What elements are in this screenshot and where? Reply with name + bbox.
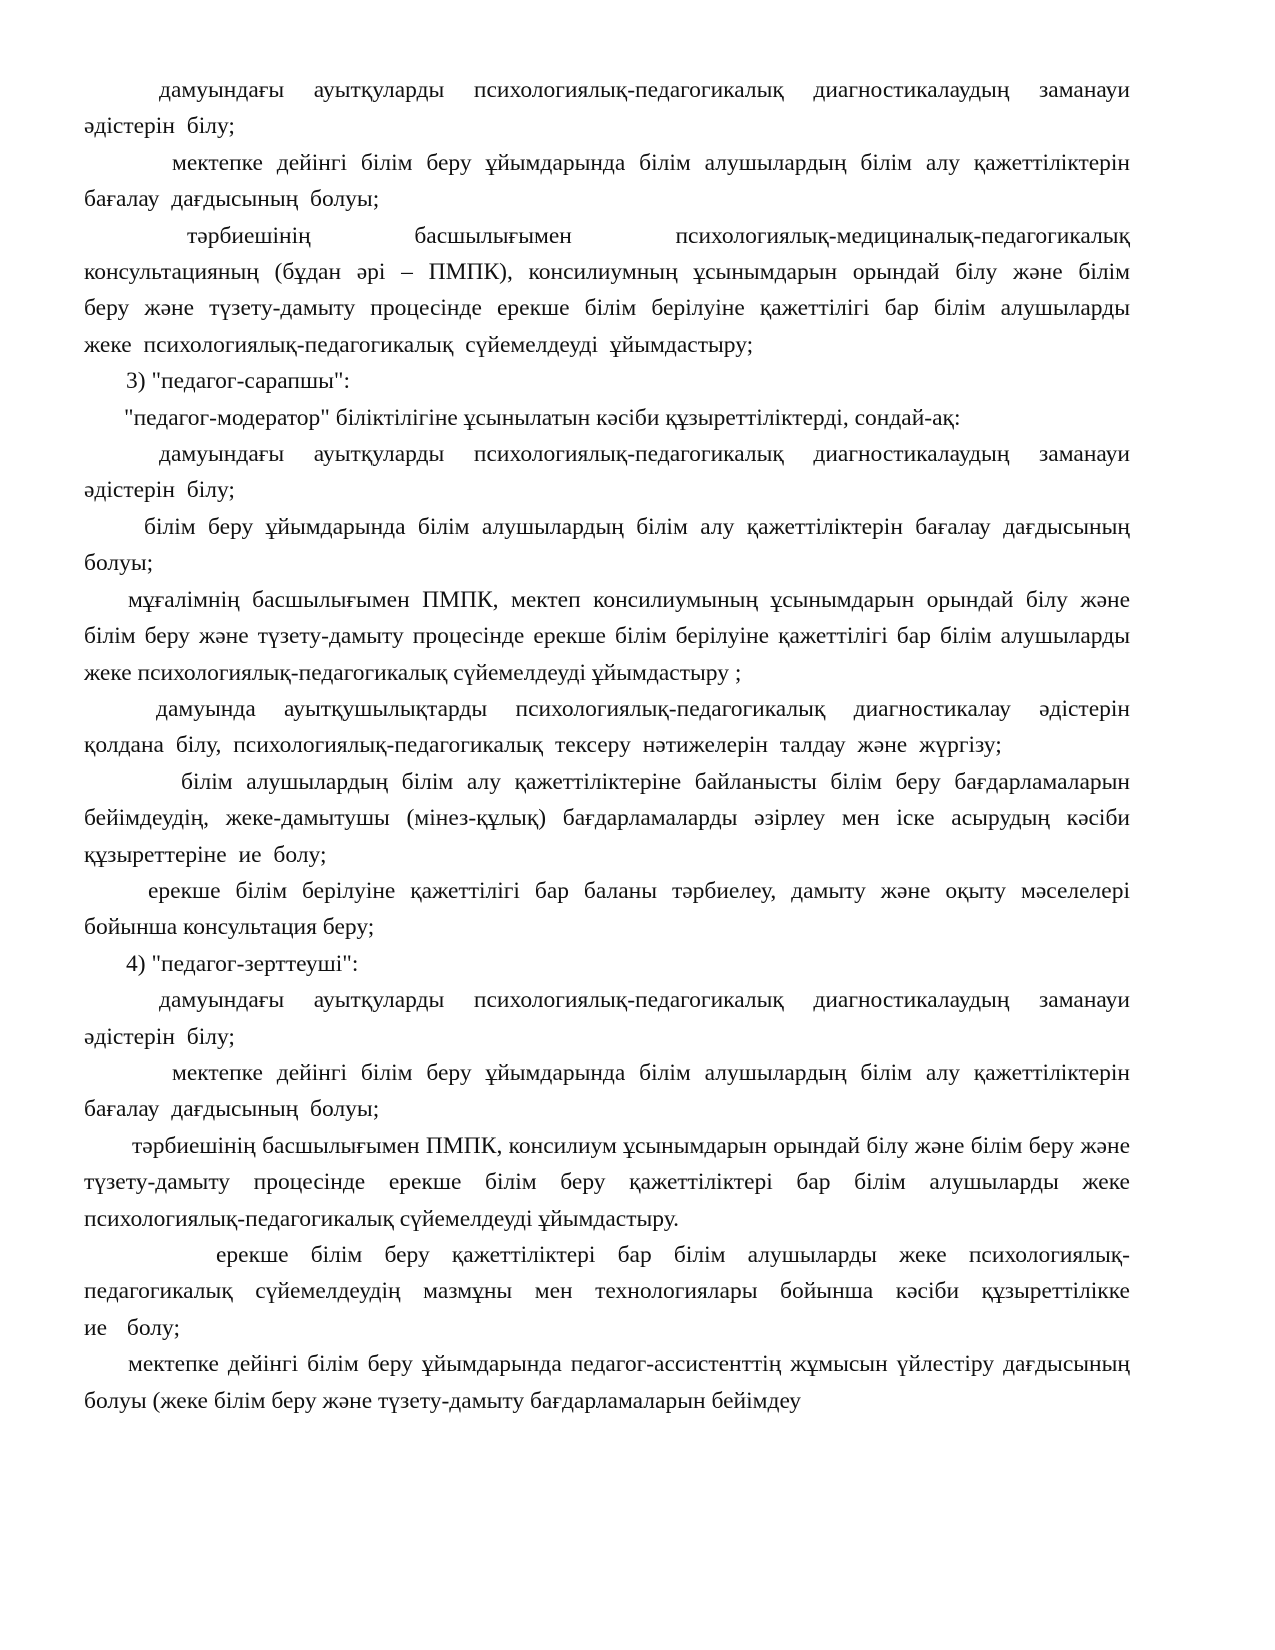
paragraph: білім алушылардың білім алу қажеттіліктеріне байланысты білім беру бағдарламаларын бейімдеудің, жеке-дамытушы (мінез-құлық) бағдарламаларды әзірлеу мен іске асырудың кәсіби құзыреттеріне ие болу; [84,768,1130,868]
paragraph: тәрбиешінің басшылығымен психологиялық-медициналық-педагогикалық консультацияның (бұдан әрі – ПМПК), консилиумның ұсынымдарын орындай білу және білім беру және түзету-дамыту процесінде ерекше білім берілуіне қажеттілігі бар білім алушыларды жеке психологиялық-педагогикалық сүйемелдеуді ұйымдастыру; [84,222,1130,358]
paragraph: дамуындағы ауытқуларды психологиялық-педагогикалық диагностикалаудың заманауи әдістерін білу; [84,987,1130,1050]
list-item-heading: 4) "педагог-зерттеуші": [126,950,359,977]
paragraph: білім беру ұйымдарында білім алушылардың білім алу қажеттіліктерін бағалау дағдысының болуы; [84,513,1130,577]
document-page [84,72,1130,1419]
paragraph: "педагог-модератор" біліктілігіне ұсынылатын кәсіби құзыреттіліктерді, сондай-ақ: [124,404,961,431]
paragraph: дамуында ауытқушылықтарды психологиялық-педагогикалық диагностикалау әдістерін қолдана білу, психологиялық-педагогикалық тексеру нәтижелерін талдау және жүргізу; [84,695,1130,759]
paragraph: дамуындағы ауытқуларды психологиялық-педагогикалық диагностикалаудың заманауи әдістерін білу; [84,441,1130,504]
paragraph: ерекше білім беру қажеттіліктері бар білім алушыларды жеке психологиялық-педагогикалық сүйемелдеудің мазмұны мен технологиялары бойынша кәсіби құзыреттілікке ие болу; [84,1242,1130,1341]
paragraph: тәрбиешінің басшылығымен ПМПК, консилиум ұсынымдарын орындай білу және білім беру және түзету-дамыту процесінде ерекше білім беру қажеттіліктері бар білім алушыларды жеке психологиялық-педагогикалық сүйемелдеуді ұйымдастыру. [84,1132,1130,1232]
paragraph: ерекше білім берілуіне қажеттілігі бар баланы тәрбиелеу, дамыту және оқыту мәселелері бойынша консультация беру; [84,877,1130,941]
paragraph: мектепке дейінгі білім беру ұйымдарында педагог-ассистенттің жұмысын үйлестіру дағдысының болуы (жеке білім беру және түзету-дамыту бағдарламаларын бейімдеу [84,1351,1130,1414]
paragraph: мұғалімнің басшылығымен ПМПК, мектеп консилиумының ұсынымдарын орындай білу және білім беру және түзету-дамыту процесінде ерекше білім берілуіне қажеттілігі бар білім алушыларды жеке психологиялық-педагогикалық сүйемелдеуді ұйымдастыру ; [84,586,1130,686]
paragraph: мектепке дейінгі білім беру ұйымдарында білім алушылардың білім алу қажеттіліктерін бағалау дағдысының болуы; [84,149,1130,213]
paragraph: дамуындағы ауытқуларды психологиялық-педагогикалық диагностикалаудың заманауи әдістерін білу; [84,77,1130,140]
list-item-heading: 3) "педагог-сарапшы": [126,368,350,395]
paragraph: мектепке дейінгі білім беру ұйымдарында білім алушылардың білім алу қажеттіліктерін бағалау дағдысының болуы; [84,1059,1130,1123]
